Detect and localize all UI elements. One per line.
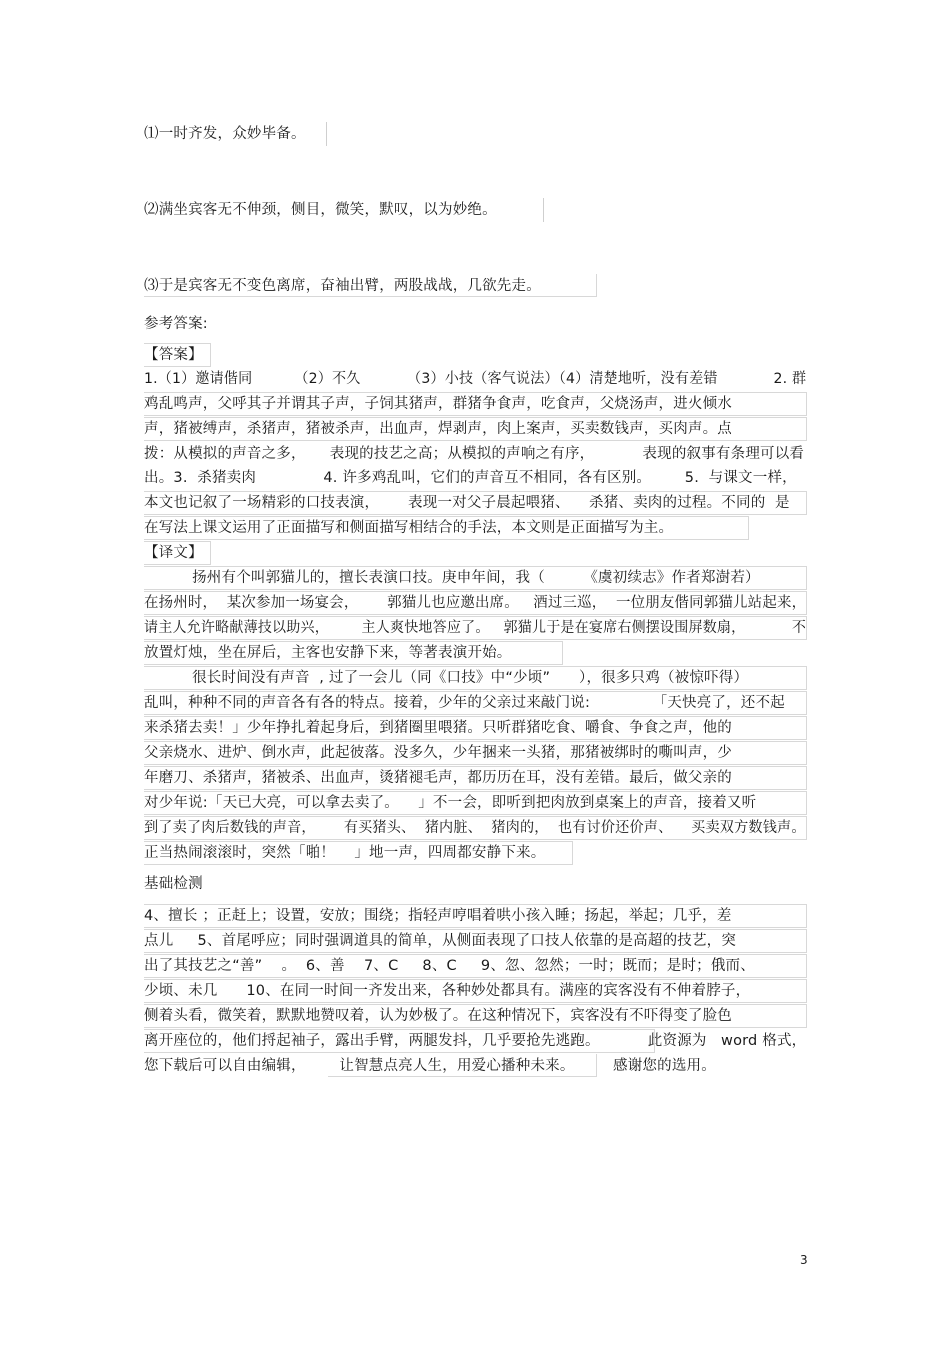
translation-line-7: 来杀猪去卖！」少年挣扎着起身后，到猪圈里喂猪。只听群猪吃食、嚼食、争食之声，他的: [144, 720, 732, 736]
answer-line-5: 出。3. 杀猪卖肉 4. 许多鸡乱叫，它们的声音互不相同，各有区别。 5. 与课文一样，: [144, 470, 797, 486]
answer-heading: 【答案】: [144, 347, 203, 363]
translation-line-2: 在扬州时， 某次参加一场宴会， 郭猫儿也应邀出席。 酒过三巡， 一位朋友偕同郭猫儿站起来，: [144, 595, 807, 611]
basic-line-2: 点儿 5、首尾呼应；同时强调道具的简单，从侧面表现了口技人依靠的是高超的技艺，突: [144, 933, 737, 949]
basic-line-3: 出了其技艺之“善” 。 6、善 7、C 8、C 9、忽、忽然；一时；既而；是时；俄而、: [144, 958, 755, 974]
translation-line-10: 对少年说:「天已大亮，可以拿去卖了。 」不一会，即听到把肉放到桌案上的声音，接着又听: [144, 795, 757, 811]
translation-line-4: 放置灯烛，坐在屏后，主客也安静下来，等著表演开始。: [144, 645, 512, 661]
basic-line-7: 您下载后可以自由编辑， 让智慧点亮人生，用爱心播种未来。 感谢您的选用。: [144, 1058, 716, 1074]
question-3: ⑶于是宾客无不变色离席，奋袖出臂，两股战战，几欲先走。: [144, 278, 541, 294]
translation-line-3: 请主人允许略献薄技以助兴， 主人爽快地答应了。 郭猫儿于是在宴席右侧摆设围屏数扇， 不: [144, 620, 807, 636]
basic-line-1: 4、擅长 ；正赶上；设置，安放；围绕；指轻声哼唱着哄小孩入睡；扬起，举起；几乎，差: [144, 908, 732, 924]
translation-line-8: 父亲烧水、进炉、倒水声，此起彼落。没多久，少年捆来一头猪，那猪被绑时的嘶叫声，少: [144, 745, 732, 761]
text-frame: [543, 198, 544, 222]
translation-heading: 【译文】: [144, 545, 203, 561]
translation-line-1: 扬州有个叫郭猫儿的，擅长表演口技。庚申年间，我（ 《虞初续志》作者郑澍若）: [144, 570, 760, 586]
reference-title: 参考答案:: [144, 316, 208, 332]
basic-line-5: 侧着头看，微笑着，默默地赞叹着，认为妙极了。在这种情况下，宾客没有不吓得变了脸色: [144, 1008, 732, 1024]
text-frame: [326, 122, 327, 146]
basic-line-6: 离开座位的，他们捋起袖子，露出手臂，两腿发抖，几乎要抢先逃跑。 此资源为 word 格式，: [144, 1033, 807, 1049]
answer-line-4: 拨：从模拟的声音之多， 表现的技艺之高；从模拟的声响之有序， 表现的叙事有条理可以看: [144, 446, 805, 462]
question-2: ⑵满坐宾客无不伸颈，侧目，微笑，默叹，以为妙绝。: [144, 202, 497, 218]
translation-line-11: 到了卖了肉后数钱的声音， 有买猪头、 猪内脏、 猪肉的， 也有讨价还价声、 买卖双方数钱声。: [144, 820, 806, 836]
page-number: 3: [800, 1253, 808, 1267]
translation-line-5: 很长时间没有声音 , 过了一会儿（同《口技》中“少顷” ），很多只鸡（被惊吓得）: [144, 670, 749, 686]
answer-line-6: 本文也记叙了一场精彩的口技表演， 表现一对父子晨起喂猪、 杀猪、卖肉的过程。不同的 是: [144, 495, 790, 511]
translation-line-12: 正当热闹滚滚时，突然「啪！ 」地一声，四周都安静下来。: [144, 845, 546, 861]
translation-line-9: 年磨刀、杀猪声，猪被杀、出血声，烫猪褪毛声，都历历在耳，没有差错。最后，做父亲的: [144, 770, 732, 786]
basic-heading: 基础检测: [144, 876, 203, 892]
question-1: ⑴一时齐发，众妙毕备。: [144, 126, 306, 142]
answer-line-2: 鸡乱鸣声，父呼其子并谓其子声，子饲其猪声，群猪争食声，吃食声，父烧汤声，进火倾水: [144, 396, 732, 412]
basic-line-4: 少顷、未几 10、在同一时间一齐发出来，各种妙处都具有。满座的宾客没有不伸着脖子，: [144, 983, 751, 999]
answer-line-1: 1.（1）邀请偕同 （2）不久 （3）小技（客气说法）（4）清楚地听，没有差错 2. 群: [144, 371, 807, 387]
answer-line-7: 在写法上课文运用了正面描写和侧面描写相结合的手法，本文则是正面描写为主。: [144, 520, 674, 536]
answer-line-3: 声，猪被缚声，杀猪声，猪被杀声，出血声，焊剥声，肉上案声，买卖数钱声，买肉声。点: [144, 421, 732, 437]
translation-line-6: 乱叫，种种不同的声音各有各的特点。接着，少年的父亲过来敲门说: 「天快亮了，还不起: [144, 695, 785, 711]
